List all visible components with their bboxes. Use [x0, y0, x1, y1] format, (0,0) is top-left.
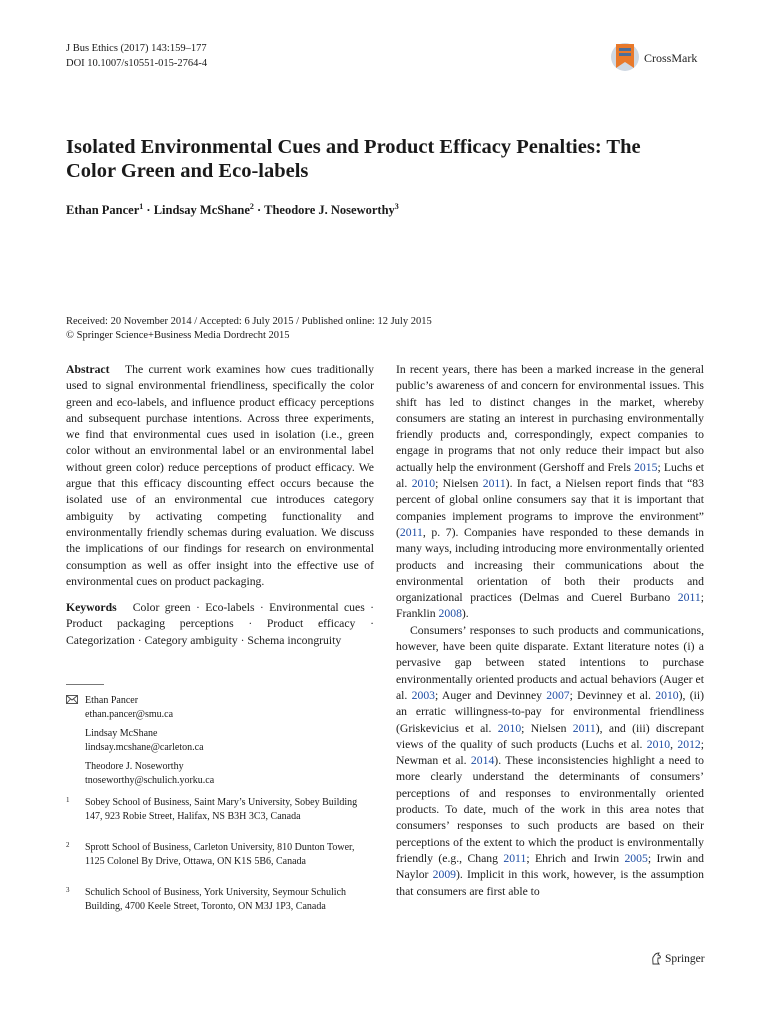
contact-entry [66, 727, 376, 754]
crossmark-icon [610, 40, 640, 76]
abstract-heading: Abstract [66, 363, 110, 376]
author-name[interactable]: Lindsay McShane [153, 203, 250, 217]
contact-email[interactable]: tnoseworthy@schulich.yorku.ca [85, 774, 215, 786]
contact-email[interactable]: lindsay.mcshane@carleton.ca [85, 741, 204, 753]
citation-link[interactable]: 2011 [399, 525, 423, 539]
dates-line: Received: 20 November 2014 / Accepted: 6 July 2015 / Published online: 12 July 2015 [66, 316, 432, 327]
citation-link[interactable]: 2011 [503, 851, 527, 865]
left-column [66, 362, 374, 649]
crossmark-label: CrossMark [644, 50, 698, 65]
author-list [66, 202, 399, 218]
body-text: ; Devinney et al. [569, 688, 656, 702]
keywords-text: Color green · Eco-labels · Environmental cues · Product packaging perceptions · Product efficacy · Categorization · Category ambiguity · Schema incongruity [66, 601, 374, 647]
affiliation-text: Sprott School of Business, Carleton University, 810 Dunton Tower, 1125 Colonel By Drive, Ottawa, ON K1S 5B6, Canada [85, 842, 355, 867]
citation-link[interactable]: 2012 [677, 737, 701, 751]
body-text: ). These inconsistencies highlight a need to more clearly understand the determinants of consumers’ perceptions of and responses to environmentally oriented products. To date, much of the work in this area notes that consumers’ responses to such products are based on their perceptions of the extent to which the product is environmentally friendly (e.g., Chang [396, 754, 704, 865]
citation-link[interactable]: 2011 [572, 721, 596, 735]
body-text: In recent years, there has been a marked increase in the general public’s awareness of and concern for environmental issues. This shift has led to distinct changes in the market, whereby consumers are stating an interest in purchasing environmentally friendly products and, correspondingly, expect companies to engage in programs that not only reduce their impact but also actually help the environment (Gershoff and Frels [396, 363, 704, 474]
springer-horse-icon [650, 952, 662, 965]
citation-link[interactable]: 2008 [438, 607, 462, 621]
body-text: ; Newman et al. [396, 737, 704, 768]
copyright-line: © Springer Science+Business Media Dordrecht 2015 [66, 330, 290, 341]
body-text: , [670, 737, 678, 751]
title-line-1: Isolated Environmental Cues and Product Efficacy Penalties: The [66, 136, 641, 158]
citation-link[interactable]: 2009 [432, 868, 456, 882]
author-name[interactable]: Ethan Pancer [66, 203, 140, 217]
citation-link[interactable]: 2003 [411, 688, 436, 702]
citation-link[interactable]: 2011 [677, 591, 701, 605]
author-name[interactable]: Theodore J. Noseworthy [264, 203, 395, 217]
body-paragraph [396, 623, 704, 900]
body-text: ). Implicit in this work, however, is the assumption that consumers are first able to [396, 868, 704, 898]
crossmark-badge[interactable] [610, 40, 697, 76]
body-text: ). In fact, a Nielsen report finds that “83 percent of global online consumers say that it is important that companies implement programs to improve the environment” ( [396, 477, 704, 539]
envelope-icon [66, 695, 78, 704]
body-text: Consumers’ responses to such products and communications, however, have been quite disparate. Extant literature notes (i) a pervasive gap between stated intentions to purchase environmentally oriented products and actual behaviors (Auger et al. [396, 623, 704, 702]
title-line-2: Color Green and Eco-labels [66, 160, 309, 182]
affiliation-text: Schulich School of Business, York University, Seymour Schulich Building, 4700 Keele Street, Toronto, ON M3J 1P3, Canada [85, 887, 347, 912]
contact-entry [66, 694, 376, 721]
publication-dates [66, 315, 432, 343]
citation-link[interactable]: 2007 [546, 688, 570, 702]
body-text: ; Irwin and Naylor [396, 851, 705, 882]
affiliation [66, 796, 376, 823]
affiliation [66, 841, 376, 868]
body-text: ; Auger and Devinney [435, 688, 547, 702]
affiliation-text: Sobey School of Business, Saint Mary’s University, Sobey Building 147, 923 Robie Street, Halifax, NS B3H 3C3, Canada [85, 797, 358, 822]
citation-link[interactable]: 2010 [646, 737, 671, 751]
affiliation [66, 886, 376, 913]
author-affil-mark: 1 [139, 202, 144, 211]
body-text: ; Luchs et al. [396, 460, 705, 491]
citation-link[interactable]: 2014 [470, 754, 495, 768]
abstract [66, 362, 374, 590]
footnote-divider [66, 684, 104, 685]
affiliation-number: 3 [66, 886, 70, 894]
body-text: ; Nielsen [435, 477, 483, 491]
body-text: ). [461, 607, 469, 621]
contact-name: Theodore J. Noseworthy [85, 761, 184, 772]
contact-block [66, 694, 376, 793]
abstract-text: The current work examines how cues traditionally used to signal environmental friendliness, specifically the color green and eco-labels, and influence product efficacy perceptions and subsequent purchase intentions. Across three experiments, we find that environmental cues used in isolation (i.e., green color without an environmental label or an environmental label without green color) reduce perceptions of product efficacy. We argue that this efficacy discounting effect occurs because the isolated use of an environmental cue introduces category ambiguity by activating competing functionality and environmentally friendly schemas during evaluation. We discuss the implications of our findings for research on environmental consumption as well as offer insight into the effective use of environmental cues on product packaging. [66, 363, 374, 588]
contact-name: Lindsay McShane [85, 728, 158, 739]
citation-link[interactable]: 2005 [624, 851, 648, 865]
right-column [396, 362, 704, 900]
citation-link[interactable]: 2010 [497, 721, 522, 735]
author-affil-mark: 2 [249, 202, 254, 211]
author-affil-mark: 3 [394, 202, 399, 211]
body-text: ), (ii) an erratic willingness-to-pay for environmental friendliness (Griskevicius et al. [396, 688, 704, 735]
publisher-name: Springer [665, 952, 705, 965]
journal-citation: J Bus Ethics (2017) 143:159–177 [66, 43, 207, 54]
citation-link[interactable]: 2010 [411, 477, 436, 491]
citation-link[interactable]: 2011 [482, 477, 506, 491]
contact-name: Ethan Pancer [85, 695, 139, 706]
doi[interactable]: DOI 10.1007/s10551-015-2764-4 [66, 58, 208, 69]
body-text: ; Franklin [396, 591, 704, 621]
journal-header [66, 41, 207, 71]
keywords [66, 600, 374, 649]
author-separator: · [143, 203, 154, 217]
citation-link[interactable]: 2010 [655, 688, 679, 702]
body-paragraph [396, 362, 704, 623]
contact-email[interactable]: ethan.pancer@smu.ca [85, 708, 174, 720]
body-text: , p. 7). Companies have responded to these demands in many ways, including introducing more environmentally oriented products and increasing their communications about the environmental orientation of both their products and organizational practices (Delmas and Cuerel Burbano [396, 525, 704, 605]
body-text: ), and (iii) discrepant views of the quality of such products (Luchs et al. [396, 721, 704, 751]
body-text: ; Nielsen [521, 721, 573, 735]
citation-link[interactable]: 2015 [634, 460, 658, 474]
contact-entry [66, 760, 376, 787]
publisher-mark [650, 952, 705, 965]
body-text: ; Ehrich and Irwin [526, 851, 625, 865]
keywords-heading: Keywords [66, 601, 117, 615]
article-title [66, 135, 706, 183]
author-separator: · [253, 203, 265, 217]
affiliation-number: 2 [66, 841, 70, 849]
affiliation-number: 1 [66, 796, 70, 804]
